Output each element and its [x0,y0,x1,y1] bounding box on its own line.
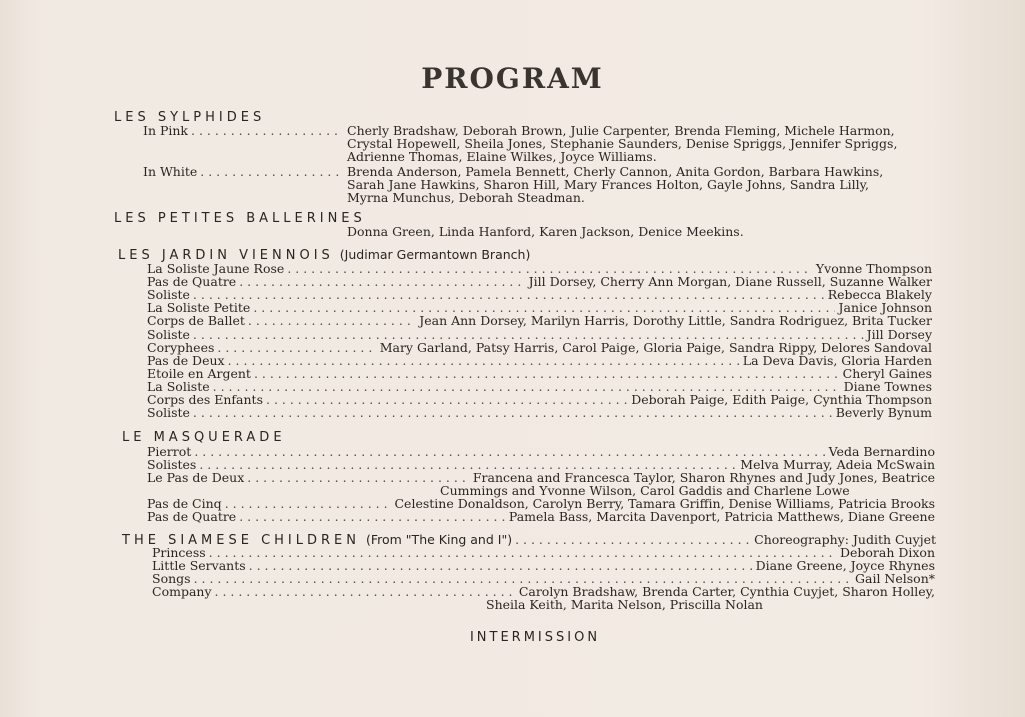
role-label: Company [152,584,212,600]
cast-row [152,572,935,585]
role-label: Songs [152,571,191,587]
leader-dots [193,288,825,301]
cast-row [147,275,932,288]
cast-row [147,314,932,327]
role-label: Soliste [147,287,190,303]
leader-dots [253,301,835,314]
role-label: Princess [152,545,206,560]
role-label: Corps de Ballet [147,313,245,329]
cast-row [152,559,935,572]
role-label: Pas de Quatre [147,274,237,290]
company-continuation: Sheila Keith, Marita Nelson, Priscilla Nolan [486,597,763,612]
leader-dots [217,341,376,354]
in-pink-row [143,124,343,137]
cast-names: Veda Bernardino [828,444,935,459]
role-label: Pas de Deux [147,352,225,368]
cast-row [147,328,932,341]
leader-dots [515,533,751,546]
leader-dots [225,497,392,510]
cast-names: Beverly Bynum [835,405,932,421]
cast-names: Celestine Donaldson, Carolyn Berry, Tamara Griffin, Denise Williams, Patricia Brooks [394,496,935,511]
leader-dots [191,124,340,137]
in-white-line-3: Myrna Munchus, Deborah Steadman. [347,190,585,205]
section-note: (From "The King and I") [365,532,513,547]
cast-names: La Deva Davis, Gloria Harden [742,352,932,368]
section-title: LE MASQUERADE [122,430,286,445]
program-title: PROGRAM [421,62,604,95]
cast-names: Mary Garland, Patsy Harris, Carol Paige, Gloria Paige, Sandra Rippy, Delores Sandoval [379,339,932,355]
leader-dots [228,354,740,367]
leader-dots [239,510,506,523]
leader-dots [193,406,833,419]
cast-row [147,406,932,419]
in-white-row [143,165,343,178]
cast-row [147,510,935,523]
cast-row [147,354,932,367]
leader-dots [287,262,813,275]
role-label: Le Pas de Deux [147,470,245,485]
in-pink-line-1: Cherly Bradshaw, Deborah Brown, Julie Carpenter, Brenda Fleming, Michele Harmon, [347,123,895,138]
section-les-sylphides [114,110,265,125]
petites-cast: Donna Green, Linda Hanford, Karen Jackson, Denice Meekins. [347,224,744,239]
cast-names: Jill Dorsey [866,326,932,342]
cast-row [147,262,932,275]
cast-names: Jill Dorsey, Cherry Ann Morgan, Diane Russell, Suzanne Walker [528,274,932,290]
section-title: THE SIAMESE CHILDREN [122,533,360,548]
role-label: Pierrot [147,444,192,459]
in-white-line-2: Sarah Jane Hawkins, Sharon Hill, Mary Frances Holton, Gayle Johns, Sandra Lilly, [347,177,869,192]
cast-names: Cheryl Gaines [842,365,932,381]
in-pink-line-3: Adrienne Thomas, Elaine Wilkes, Joyce Williams. [347,149,657,164]
leader-dots [239,275,525,288]
cast-row [147,288,932,301]
leader-dots [254,367,840,380]
intermission: INTERMISSION [469,630,601,645]
cast-names: Jean Ann Dorsey, Marilyn Harris, Dorothy Little, Sandra Rodriguez, Brita Tucker [419,313,932,329]
cast-names: Deborah Dixon [839,545,935,560]
cast-row [152,546,935,559]
cast-names: Rebecca Blakely [827,287,932,303]
cast-names: Gail Nelson* [855,571,935,587]
in-white-line-1: Brenda Anderson, Pamela Bennett, Cherly Cannon, Anita Gordon, Barbara Hawkins, [347,164,884,179]
cast-row [147,393,932,406]
cast-names: Yvonne Thompson [815,261,932,276]
section-the-siamese-children [122,533,936,547]
section-title: LES SYLPHIDES [114,110,266,125]
cast-names: Diane Townes [843,378,932,394]
leader-dots [213,380,841,393]
section-title: LES PETITES BALLERINES [114,211,366,226]
leader-dots [215,585,516,598]
cast-row [147,367,932,380]
cast-names: Deborah Paige, Edith Paige, Cynthia Thompson [631,392,932,407]
role-label: Little Servants [152,558,246,574]
leader-dots [194,445,825,458]
pas-de-deux-continuation: Cummings and Yvonne Wilson, Carol Gaddis and Charlene Lowe [440,483,850,498]
role-label: La Soliste Petite [147,300,251,316]
section-note: (Judimar Germantown Branch) [339,247,531,262]
cast-row [147,380,932,393]
section-le-masquerade [122,430,286,445]
leader-dots [194,572,852,585]
leader-dots [200,165,340,178]
leader-dots [249,559,753,572]
role-label: Solistes [147,457,197,472]
cast-names: Carolyn Bradshaw, Brenda Carter, Cynthia Cuyjet, Sharon Holley, [518,584,935,600]
role-label: Corps des Enfants [147,392,263,407]
leader-dots [247,471,470,484]
in-white-label: In White [143,164,198,179]
role-label: Pas de Cinq [147,496,222,511]
in-pink-line-2: Crystal Hopewell, Sheila Jones, Stephanie Saunders, Denise Spriggs, Jennifer Spriggs, [347,136,898,151]
cast-row [147,341,932,354]
leader-dots [248,314,416,327]
section-les-petites-ballerines [114,211,366,226]
role-label: Coryphees [147,339,215,355]
in-pink-label: In Pink [143,123,188,138]
leader-dots [266,393,628,406]
cast-names: Janice Johnson [838,300,932,316]
leader-dots [193,328,864,341]
cast-names: Pamela Bass, Marcita Davenport, Patricia Matthews, Diane Greene [508,509,935,524]
role-label: La Soliste [147,378,210,394]
cast-names: Francena and Francesca Taylor, Sharon Rhynes and Judy Jones, Beatrice [472,470,935,485]
role-label: La Soliste Jaune Rose [147,261,285,276]
role-label: Pas de Quatre [147,509,237,524]
leader-dots [209,546,837,559]
role-label: Soliste [147,326,190,342]
cast-row [147,301,932,314]
cast-names: Diane Greene, Joyce Rhynes [755,558,935,574]
section-title: LES JARDIN VIENNOIS [118,248,334,263]
cast-names: Melva Murray, Adeia McSwain [740,457,935,472]
role-label: Etoile en Argent [147,365,251,381]
role-label: Soliste [147,405,190,421]
choreography-credit: Choreography: Judith Cuyjet [754,532,936,547]
